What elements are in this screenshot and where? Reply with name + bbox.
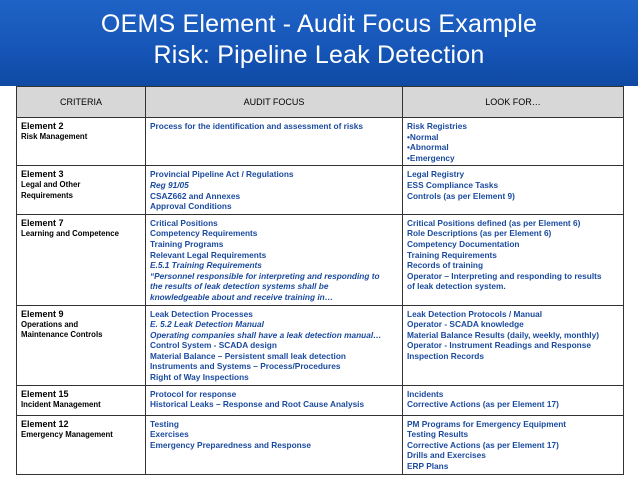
element-name: Element 3 [21, 169, 64, 180]
look-for-item: •Normal [407, 131, 439, 142]
look-for-item: Critical Positions defined (as per Element 6) [407, 217, 581, 228]
audit-focus-cell [146, 305, 403, 385]
look-for-cell [403, 118, 624, 166]
header-look-for: LOOK FOR… [403, 87, 624, 118]
look-for-item: ESS Compliance Tasks [407, 179, 499, 190]
table-row [17, 166, 624, 214]
element-subtitle: Operations and [21, 319, 79, 329]
criteria-cell [17, 385, 146, 415]
look-for-cell [403, 166, 624, 214]
header-audit-focus: AUDIT FOCUS [146, 87, 403, 118]
audit-focus-item: Relevant Legal Requirements [150, 249, 267, 260]
look-for-item: of leak detection system. [407, 281, 506, 292]
audit-focus-table [16, 86, 624, 475]
look-for-cell [403, 385, 624, 415]
table-row [17, 214, 624, 305]
criteria-cell [17, 118, 146, 166]
audit-focus-item: Right of Way Inspections [150, 372, 249, 383]
audit-focus-item: Material Balance – Persistent small leak detection [150, 350, 346, 361]
audit-focus-item: Reg 91/05 [150, 179, 189, 190]
audit-focus-item: Provincial Pipeline Act / Regulations [150, 169, 294, 180]
audit-focus-item: Competency Requirements [150, 228, 258, 239]
slide-subtitle: Risk: Pipeline Leak Detection [153, 41, 485, 69]
look-for-item: •Abnormal [407, 142, 449, 153]
audit-focus-item: Testing [150, 418, 179, 429]
look-for-item: Corrective Actions (as per Element 17) [407, 399, 559, 410]
slide-title-banner [0, 0, 638, 86]
element-subtitle: Risk Management [21, 132, 88, 141]
element-name: Element 15 [21, 388, 69, 399]
audit-focus-cell [146, 166, 403, 214]
look-for-cell [403, 415, 624, 474]
audit-focus-item: Critical Positions [150, 217, 218, 228]
audit-focus-item: “Personnel responsible for interpreting and responding to [150, 270, 380, 281]
look-for-item: •Emergency [407, 152, 455, 163]
audit-focus-item: CSAZ662 and Annexes [150, 190, 241, 201]
element-name: Element 9 [21, 308, 64, 319]
look-for-item: Operator - SCADA knowledge [407, 319, 524, 330]
look-for-item: Material Balance Results (daily, weekly, monthly) [407, 329, 599, 340]
look-for-item: Records of training [407, 260, 484, 271]
audit-focus-item: Exercises [150, 429, 189, 440]
look-for-item: Competency Documentation [407, 238, 520, 249]
audit-focus-cell [146, 214, 403, 305]
look-for-item: Inspection Records [407, 350, 484, 361]
audit-focus-item: Emergency Preparedness and Response [150, 439, 311, 450]
element-name: Element 7 [21, 217, 64, 228]
audit-focus-item: Instruments and Systems – Process/Procedures [150, 361, 341, 372]
audit-focus-item: Training Programs [150, 238, 224, 249]
look-for-item: ERP Plans [407, 461, 449, 472]
element-subtitle: Learning and Competence [21, 228, 119, 238]
element-name: Element 2 [21, 121, 64, 131]
look-for-item: PM Programs for Emergency Equipment [407, 418, 567, 429]
audit-focus-item: Protocol for response [150, 388, 237, 399]
audit-focus-item: E.5.1 Training Requirements [150, 260, 262, 271]
audit-focus-item: E. 5.2 Leak Detection Manual [150, 319, 264, 330]
look-for-item: Legal Registry [407, 169, 465, 180]
look-for-item: Role Descriptions (as per Element 6) [407, 228, 552, 239]
table-header-row [17, 87, 624, 118]
look-for-item: Drills and Exercises [407, 450, 486, 461]
audit-focus-cell [146, 415, 403, 474]
look-for-item: Incidents [407, 388, 444, 399]
look-for-item: Training Requirements [407, 249, 497, 260]
audit-focus-cell [146, 118, 403, 166]
audit-focus-item: Approval Conditions [150, 201, 232, 212]
audit-focus-cell [146, 385, 403, 415]
criteria-cell [17, 305, 146, 385]
audit-focus-item: Leak Detection Processes [150, 308, 253, 319]
criteria-cell [17, 166, 146, 214]
look-for-cell [403, 214, 624, 305]
element-subtitle: Legal and Other [21, 180, 81, 190]
audit-focus-item: Operating companies shall have a leak detection manual… [150, 329, 382, 340]
element-subtitle: Maintenance Controls [21, 330, 103, 339]
look-for-item: Leak Detection Protocols / Manual [407, 308, 543, 319]
audit-focus-item: Process for the identification and assessment of risks [150, 121, 364, 131]
look-for-cell [403, 305, 624, 385]
element-subtitle: Incident Management [21, 399, 101, 409]
audit-focus-item: Control System - SCADA design [150, 340, 277, 351]
look-for-item: Controls (as per Element 9) [407, 190, 515, 201]
look-for-item: Operator – Interpreting and responding to results [407, 270, 602, 281]
element-subtitle: Requirements [21, 190, 73, 200]
header-criteria: CRITERIA [17, 87, 146, 118]
table-row [17, 118, 624, 166]
criteria-cell [17, 415, 146, 474]
element-subtitle: Emergency Management [21, 429, 113, 439]
table-body [17, 118, 624, 475]
look-for-item: Testing Results [407, 429, 469, 440]
look-for-item: Corrective Actions (as per Element 17) [407, 439, 559, 450]
look-for-item: Risk Registries [407, 121, 467, 131]
slide-title: OEMS Element - Audit Focus Example [100, 10, 538, 38]
table-row [17, 305, 624, 385]
element-name: Element 12 [21, 418, 69, 429]
look-for-item: Operator - Instrument Readings and Response [407, 340, 591, 351]
audit-focus-item: knowledgeable about and receive training in… [150, 291, 334, 302]
criteria-cell [17, 214, 146, 305]
audit-focus-item: Historical Leaks – Response and Root Cause Analysis [150, 399, 365, 410]
table-row [17, 415, 624, 474]
table-row [17, 385, 624, 415]
audit-focus-item: the results of leak detection systems shall be [150, 281, 329, 292]
